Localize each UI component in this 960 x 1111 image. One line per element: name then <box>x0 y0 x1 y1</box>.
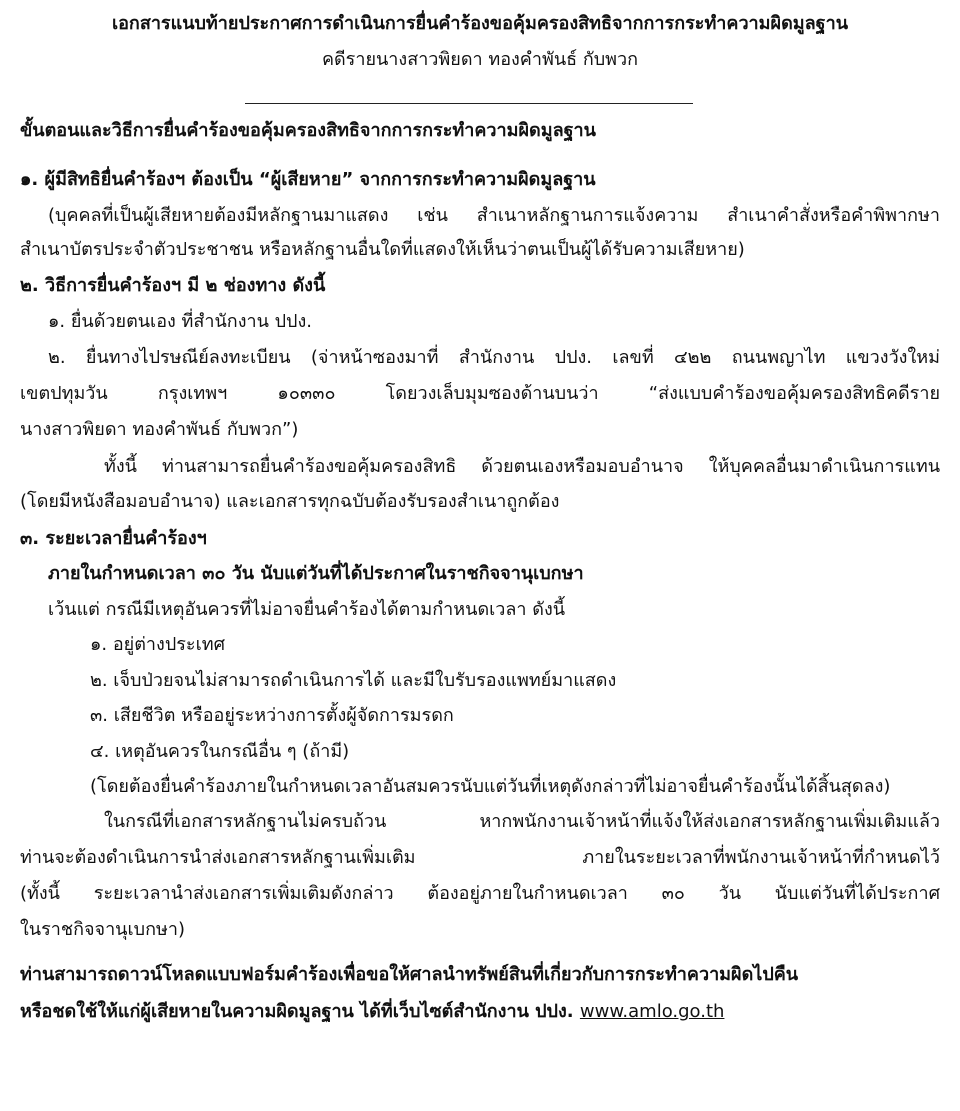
section3-title: ๓. ระยะเวลายื่นคำร้องฯ <box>20 528 207 549</box>
section2-item: ๒. ยื่นทางไปรษณีย์ลงทะเบียน (จ่าหน้าซองมาที่ สำนักงาน ปปง. เลขที่ ๔๒๒ ถนนพญาไท แขวงวังใหม่ <box>48 347 940 368</box>
documents-note: ในกรณีที่เอกสารหลักฐานไม่ครบถ้วน หากพนักงานเจ้าหน้าที่แจ้งให้ส่งเอกสารหลักฐานเพิ่มเติมแล้ว <box>104 811 940 832</box>
section2-item-line: นางสาวพิยดา ทองคำพันธ์ กับพวก”) <box>20 419 299 440</box>
section3-exception: เว้นแต่ กรณีมีเหตุอันควรที่ไม่อาจยื่นคำร้องได้ตามกำหนดเวลา ดังนี้ <box>48 599 566 620</box>
documents-note-line: ในราชกิจจานุเบกษา) <box>20 919 185 940</box>
exception-item: ๒. เจ็บป่วยจนไม่สามารถดำเนินการได้ และมีใบรับรองแพทย์มาแสดง <box>90 670 617 691</box>
exception-item: ๓. เสียชีวิต หรืออยู่ระหว่างการตั้งผู้จัดการมรดก <box>90 705 454 726</box>
section2-title: ๒. วิธีการยื่นคำร้องฯ มี ๒ ช่องทาง ดังนี้ <box>20 275 326 296</box>
download-note: ท่านสามารถดาวน์โหลดแบบฟอร์มคำร้องเพื่อขอให้ศาลนำทรัพย์สินที่เกี่ยวกับการกระทำความผิดไปคืน <box>20 964 799 985</box>
section1-title: ๑. ผู้มีสิทธิยื่นคำร้องฯ ต้องเป็น “ผู้เสียหาย” จากการกระทำความผิดมูลฐาน <box>20 169 596 190</box>
documents-note-line: ท่านจะต้องดำเนินการนำส่งเอกสารหลักฐานเพิ่มเติม ภายในระยะเวลาที่พนักงานเจ้าหน้าที่กำหนดไว้ <box>20 847 940 868</box>
amlo-website-link[interactable]: www.amlo.go.th <box>579 1001 725 1022</box>
download-note-text: หรือชดใช้ให้แก่ผู้เสียหายในความผิดมูลฐาน ได้ที่เว็บไซต์สำนักงาน ปปง. <box>20 1001 574 1022</box>
section2-item: ๑. ยื่นด้วยตนเอง ที่สำนักงาน ปปง. <box>48 311 312 332</box>
section2-note-line: (โดยมีหนังสือมอบอำนาจ) และเอกสารทุกฉบับต้องรับรองสำเนาถูกต้อง <box>20 491 560 512</box>
document-subtitle: คดีรายนางสาวพิยดา ทองคำพันธ์ กับพวก <box>321 49 639 70</box>
section2-note: ทั้งนี้ ท่านสามารถยื่นคำร้องขอคุ้มครองสิทธิ ด้วยตนเองหรือมอบอำนาจ ให้บุคคลอื่นมาดำเนินการแทน <box>104 456 940 477</box>
download-note-line <box>20 999 724 1025</box>
section3-deadline: ภายในกำหนดเวลา ๓๐ วัน นับแต่วันที่ได้ประกาศในราชกิจจานุเบกษา <box>48 563 584 584</box>
section-heading: ขั้นตอนและวิธีการยื่นคำร้องขอคุ้มครองสิทธิจากการกระทำความผิดมูลฐาน <box>20 120 596 141</box>
exception-item: ๔. เหตุอันควรในกรณีอื่น ๆ (ถ้ามี) <box>90 741 350 762</box>
divider <box>245 103 693 104</box>
exception-note: (โดยต้องยื่นคำร้องภายในกำหนดเวลาอันสมควรนับแต่วันที่เหตุดังกล่าวที่ไม่อาจยื่นคำร้องนั้นได้สิ้นสุดลง) <box>90 776 891 797</box>
exception-item: ๑. อยู่ต่างประเทศ <box>90 634 226 655</box>
section1-para-line: (บุคคลที่เป็นผู้เสียหายต้องมีหลักฐานมาแสดง เช่น สำเนาหลักฐานการแจ้งความ สำเนาคำสั่งหรือคำพิพากษา <box>48 205 940 226</box>
section1-para-line: สำเนาบัตรประจำตัวประชาชน หรือหลักฐานอื่นใดที่แสดงให้เห็นว่าตนเป็นผู้ได้รับความเสียหาย) <box>20 239 745 260</box>
documents-note-line: (ทั้งนี้ ระยะเวลานำส่งเอกสารเพิ่มเติมดังกล่าว ต้องอยู่ภายในกำหนดเวลา ๓๐ วัน นับแต่วันที่ได้ประกาศ <box>20 883 940 904</box>
section2-item-line: เขตปทุมวัน กรุงเทพฯ ๑๐๓๓๐ โดยวงเล็บมุมซองด้านบนว่า “ส่งแบบคำร้องขอคุ้มครองสิทธิคดีราย <box>20 383 940 404</box>
document-title: เอกสารแนบท้ายประกาศการดำเนินการยื่นคำร้องขอคุ้มครองสิทธิจากการกระทำความผิดมูลฐาน <box>111 13 849 34</box>
